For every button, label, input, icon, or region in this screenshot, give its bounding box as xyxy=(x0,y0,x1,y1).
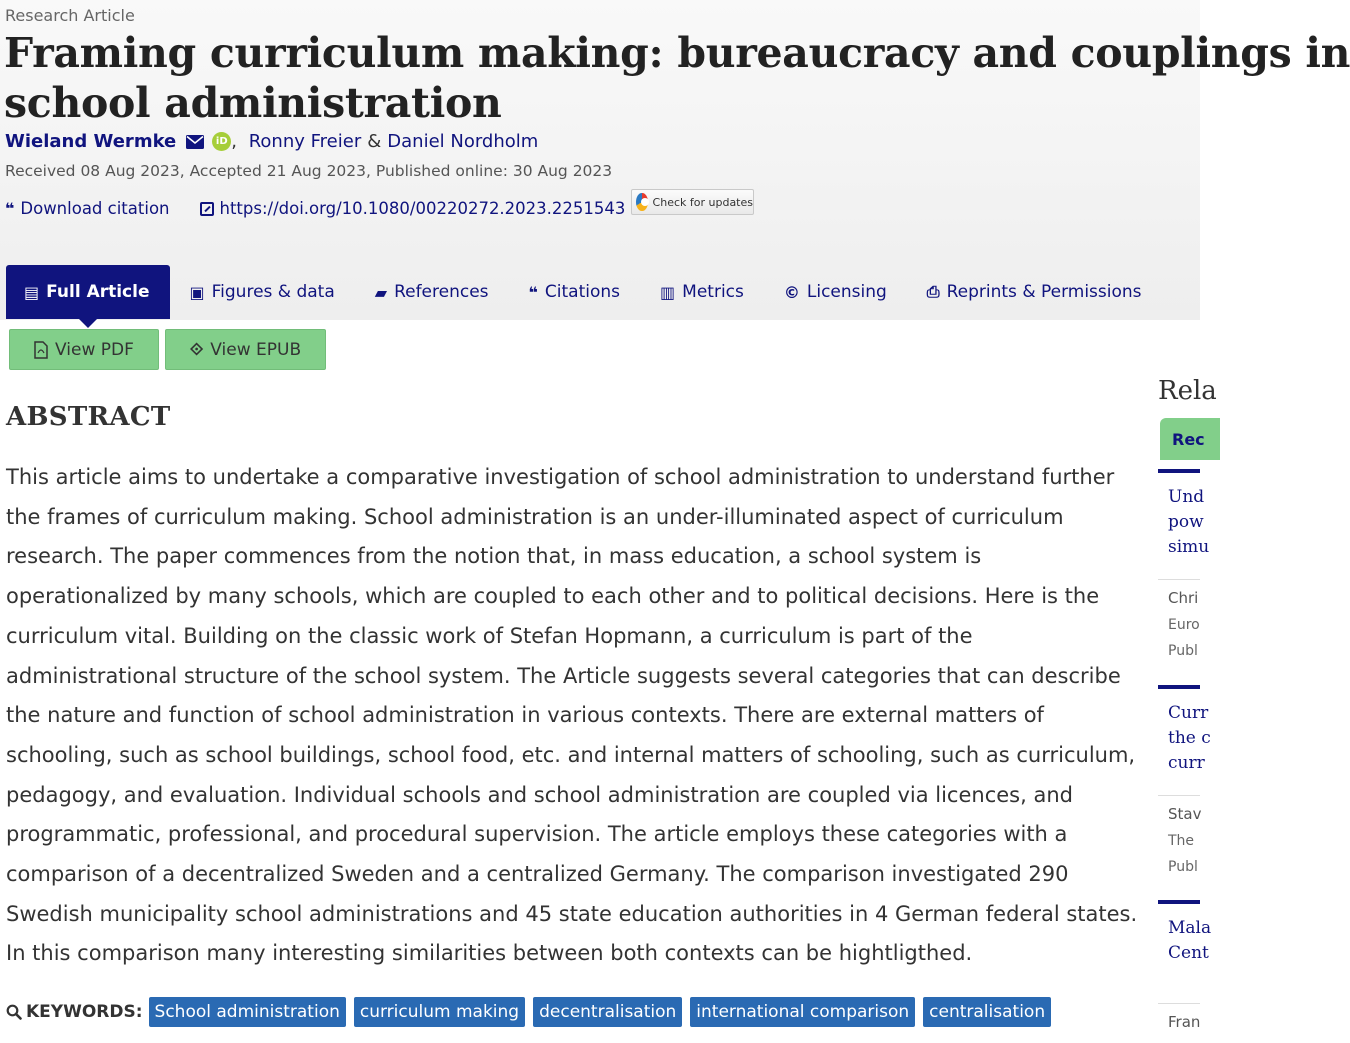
abstract-line: schooling, such as school buildings, school food, etc. and internal matters of schooling, such as curriculum, xyxy=(6,742,1136,767)
related-title-line: curr xyxy=(1168,753,1205,773)
related-title-line: the c xyxy=(1168,728,1211,748)
view-pdf-label: View PDF xyxy=(55,339,134,360)
abstract-heading: ABSTRACT xyxy=(6,402,171,432)
image-icon: ▣ xyxy=(189,282,205,302)
doi-link[interactable] xyxy=(200,199,626,218)
document-icon: ▤ xyxy=(24,282,40,302)
related-title-line: Curr xyxy=(1168,703,1209,723)
mail-icon[interactable] xyxy=(186,135,204,149)
tab-references[interactable] xyxy=(355,265,509,319)
abstract-line: the nature and function of school administration in various contexts. There are external matters of xyxy=(6,703,1044,728)
external-link-icon xyxy=(200,202,214,216)
keyword-tag[interactable]: international comparison xyxy=(690,997,915,1027)
sidebar-card-divider xyxy=(1158,685,1200,689)
sidebar-card-divider xyxy=(1158,469,1200,473)
abstract-line: research. The paper commences from the notion that, in mass education, a school system is xyxy=(6,544,982,569)
abstract-body xyxy=(6,458,1138,974)
keyword-tag[interactable]: curriculum making xyxy=(354,997,525,1027)
epub-icon: ⟐ xyxy=(189,339,204,360)
related-title-line: pow xyxy=(1168,512,1204,532)
bar-chart-icon: ▥ xyxy=(660,282,676,302)
abstract-line: the frames of curriculum making. School administration is an under-illuminated aspect of curriculum xyxy=(6,504,1064,529)
download-citation-label: Download citation xyxy=(20,199,170,218)
tab-label: Reprints & Permissions xyxy=(946,282,1142,302)
related-article-author: Chri xyxy=(1168,589,1199,607)
tab-full-article[interactable] xyxy=(6,265,170,319)
keyword-tag[interactable]: decentralisation xyxy=(533,997,682,1027)
quote-icon: ❝ xyxy=(5,199,15,218)
publication-dates: Received 08 Aug 2023, Accepted 21 Aug 2023, Published online: 30 Aug 2023 xyxy=(5,162,613,180)
keyword-tag[interactable]: School administration xyxy=(149,997,346,1027)
author-separator: , xyxy=(231,131,243,152)
abstract-line: curriculum vital. Building on the classic work of Stefan Hopmann, a curriculum is part of the xyxy=(6,623,973,648)
pdf-icon xyxy=(34,341,48,359)
crossmark-icon xyxy=(636,193,648,211)
check-for-updates-label: Check for updates xyxy=(652,195,753,209)
tab-label: Metrics xyxy=(682,282,744,302)
related-article-title[interactable] xyxy=(1168,485,1209,560)
quote-icon: ❝ xyxy=(528,282,538,302)
keywords-label-group xyxy=(6,1002,143,1022)
article-type: Research Article xyxy=(5,6,135,25)
author-link-nordholm[interactable]: Daniel Nordholm xyxy=(387,131,539,152)
related-title-line: Mala xyxy=(1168,918,1212,938)
related-article-title[interactable] xyxy=(1168,916,1211,966)
article-tabs xyxy=(6,265,1162,319)
abstract-line: comparison of a decentralized Sweden and a centralized Germany. The comparison investigated 290 xyxy=(6,862,1069,887)
tab-reprints-permissions[interactable] xyxy=(907,265,1162,319)
tab-figures-data[interactable] xyxy=(170,265,355,319)
sidebar-tab-recommended[interactable]: Rec xyxy=(1160,418,1220,460)
related-article-author: Stav xyxy=(1168,805,1202,823)
sidebar-separator xyxy=(1158,1003,1200,1004)
author-link-freier[interactable]: Ronny Freier xyxy=(248,131,362,152)
tab-label: Citations xyxy=(544,282,621,302)
tab-citations[interactable] xyxy=(509,265,641,319)
keywords-label: KEYWORDS: xyxy=(26,1002,143,1022)
format-buttons xyxy=(9,329,326,370)
abstract-line: administrational structure of the school system. The Article suggests several categories that can describe xyxy=(6,663,1121,688)
related-article-title[interactable] xyxy=(1168,701,1211,776)
view-epub-label: View EPUB xyxy=(210,339,302,360)
copyright-icon: © xyxy=(783,282,800,302)
tab-label: References xyxy=(394,282,489,302)
abstract-line: pedagogy, and evaluation. Individual schools and school administration are coupled via licences, and xyxy=(6,782,1073,807)
related-article-journal: Euro xyxy=(1168,617,1200,633)
check-for-updates-button[interactable] xyxy=(631,189,754,215)
author-link-wermke[interactable]: Wieland Wermke xyxy=(5,131,177,152)
abstract-line: operationalized by many schools, which are coupled to each other and to political decisions. Here is the xyxy=(6,584,1100,609)
tab-licensing[interactable] xyxy=(764,265,907,319)
sidebar-card-divider xyxy=(1158,900,1200,904)
keyword-tag[interactable]: centralisation xyxy=(923,997,1051,1027)
keywords-row xyxy=(6,997,1059,1027)
doi-label: https://doi.org/10.1080/00220272.2023.2251543 xyxy=(219,199,626,218)
article-title-line: school administration xyxy=(4,79,502,127)
view-epub-button[interactable] xyxy=(165,329,326,370)
related-title-line: simu xyxy=(1168,537,1210,557)
author-ampersand: & xyxy=(367,131,382,152)
related-article-published: Publ xyxy=(1168,643,1198,659)
abstract-line: programmatic, professional, and procedural supervision. The article employs these categories with a xyxy=(6,822,1068,847)
sidebar-separator xyxy=(1158,795,1200,796)
article-title xyxy=(4,28,1350,128)
related-title-line: Cent xyxy=(1168,943,1209,963)
related-title-line: Und xyxy=(1168,487,1205,507)
view-pdf-button[interactable] xyxy=(9,329,159,370)
article-title-line: Framing curriculum making: bureaucracy and couplings in xyxy=(4,29,1350,77)
tab-metrics[interactable] xyxy=(640,265,764,319)
abstract-line: Swedish municipality school administrations and 45 state education authorities in 4 German federal states. xyxy=(6,901,1138,926)
search-icon xyxy=(6,1004,22,1020)
book-icon: ▰ xyxy=(374,282,388,302)
sidebar-separator xyxy=(1158,579,1200,580)
abstract-line: In this comparison many interesting similarities between both contexts can be hightligthed. xyxy=(6,941,973,966)
tab-label: Full Article xyxy=(46,282,150,302)
related-articles-heading: Rela xyxy=(1158,376,1217,406)
related-article-journal: The xyxy=(1168,833,1195,849)
tab-label: Figures & data xyxy=(211,282,335,302)
orcid-icon[interactable]: iD xyxy=(212,132,231,151)
download-citation-link[interactable] xyxy=(5,199,170,218)
tab-label: Licensing xyxy=(806,282,887,302)
related-article-published: Publ xyxy=(1168,859,1198,875)
article-links xyxy=(5,199,625,218)
printer-icon: ⎙ xyxy=(926,282,940,301)
author-list xyxy=(5,131,538,152)
abstract-line: This article aims to undertake a comparative investigation of school administration to understand further xyxy=(6,465,1115,489)
related-article-author: Fran xyxy=(1168,1013,1201,1031)
